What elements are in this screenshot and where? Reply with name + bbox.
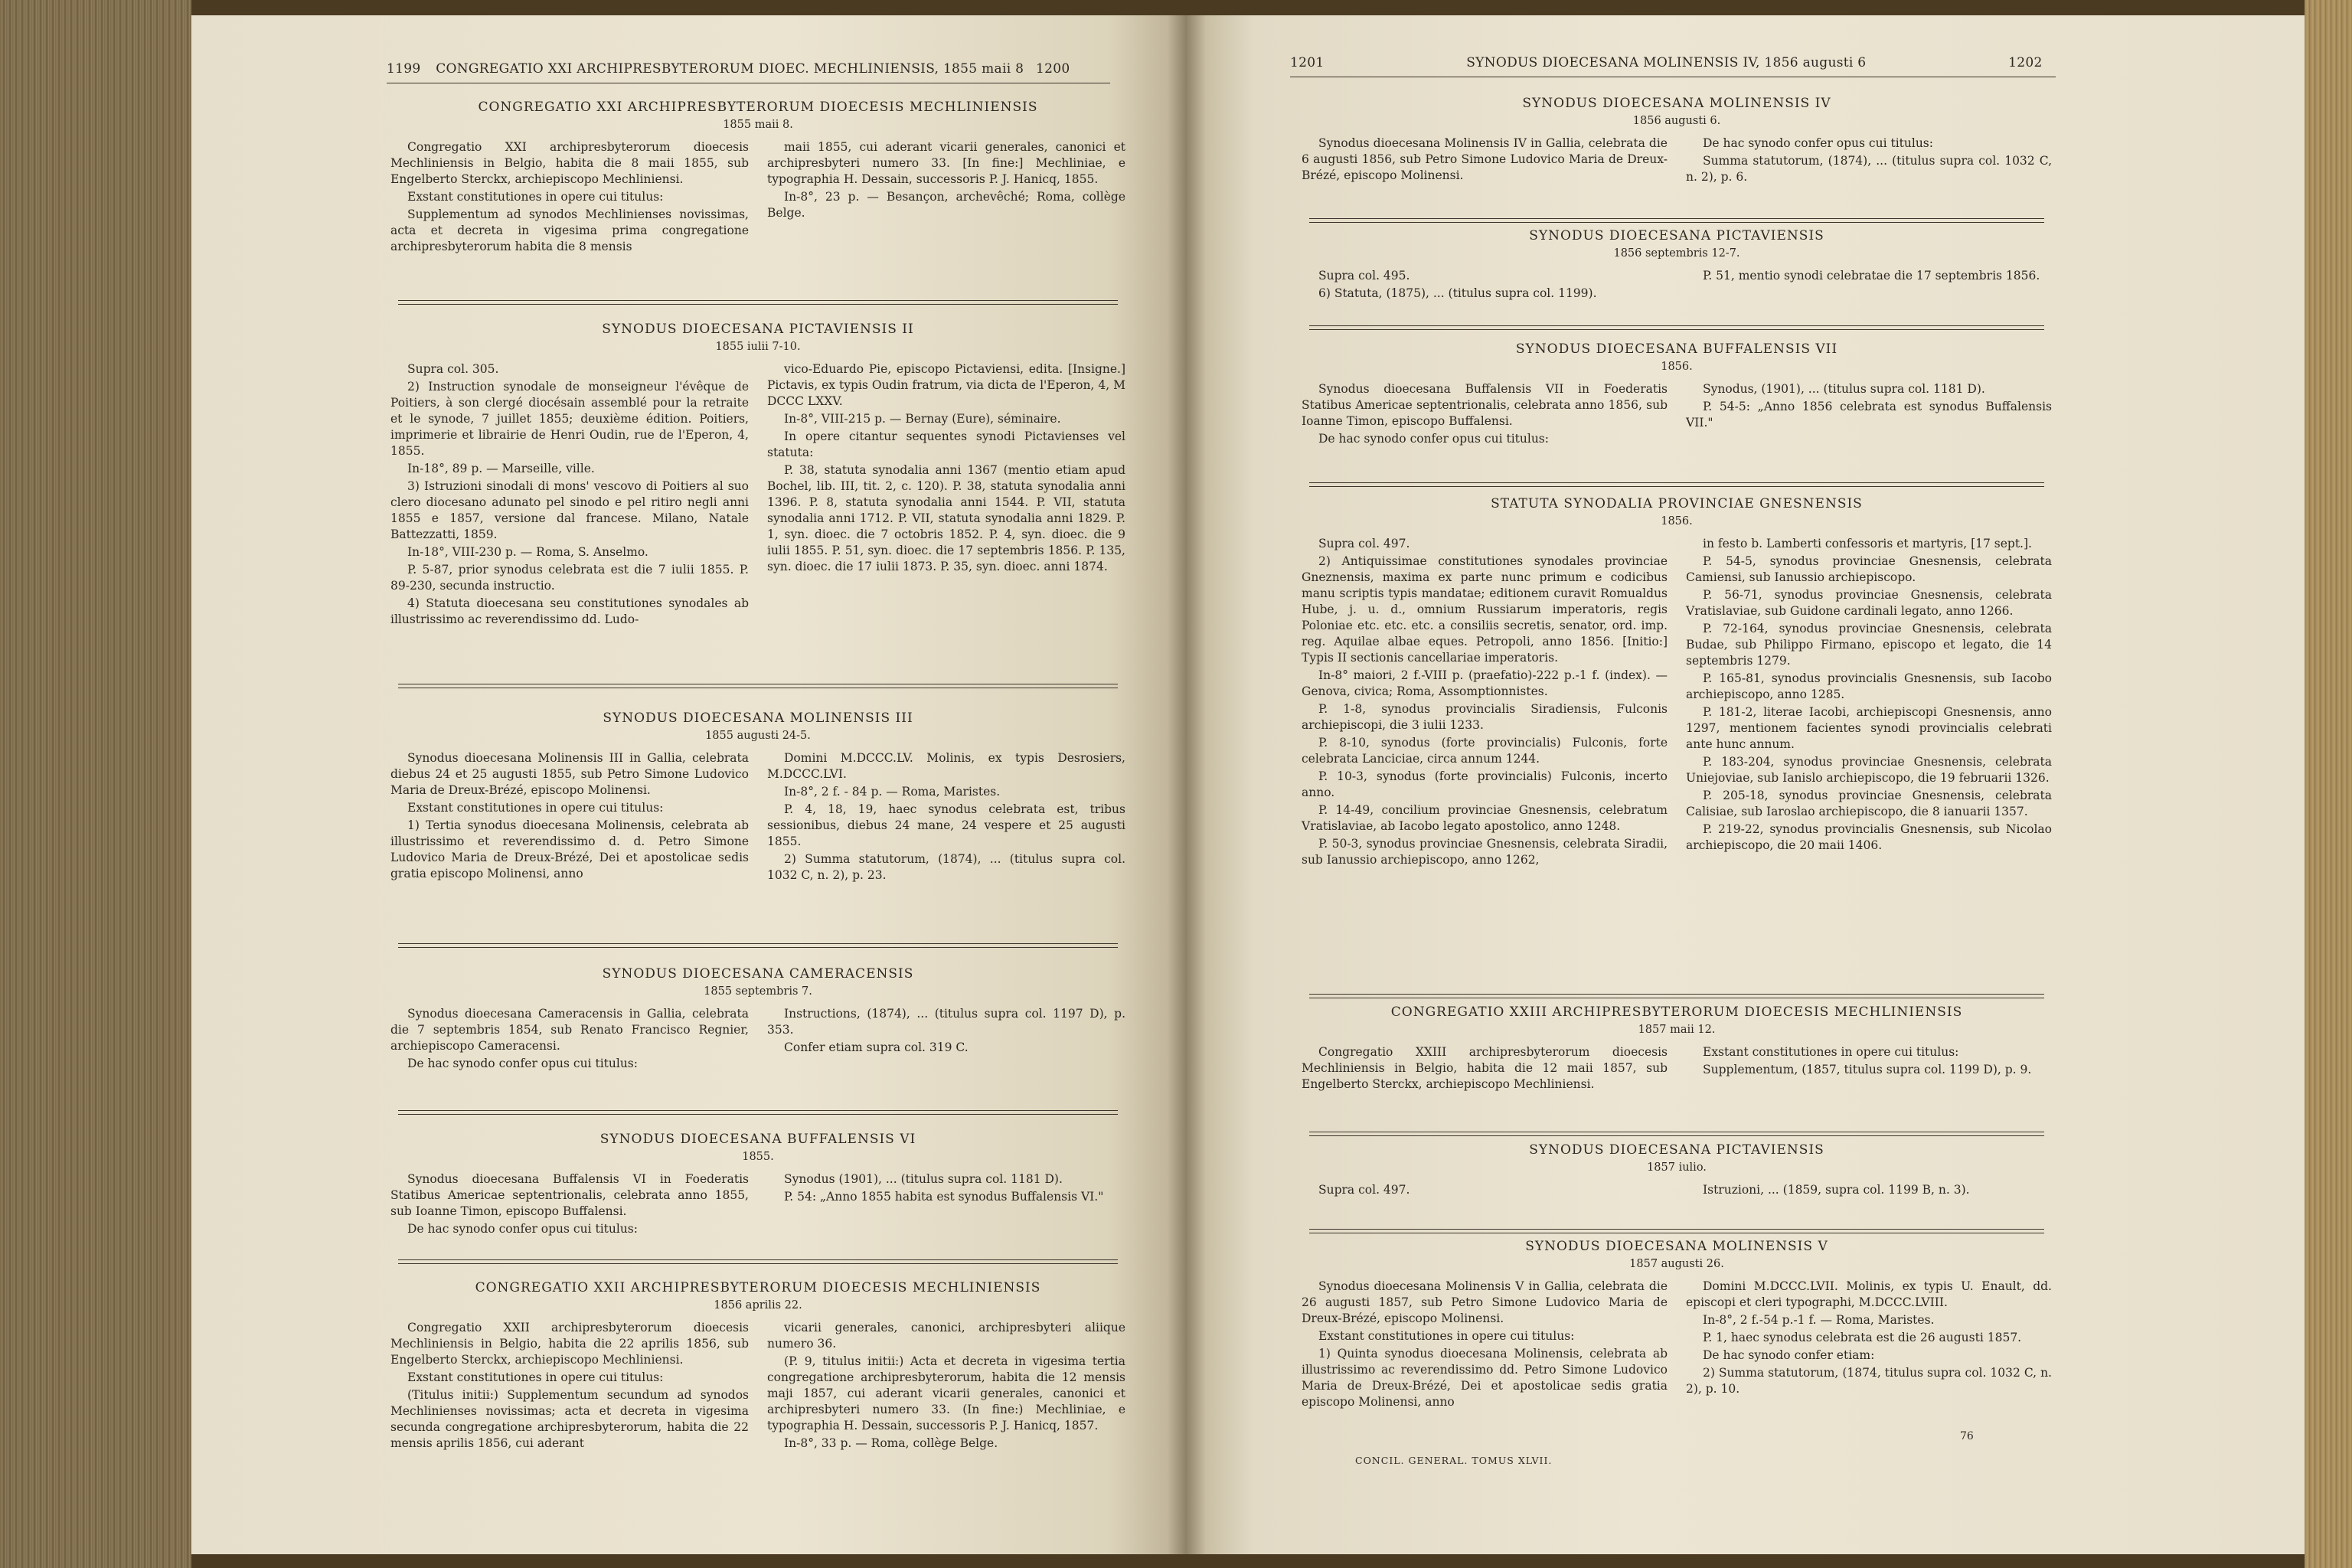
paragraph: Synodus dioecesana Molinensis III in Gallia, celebrata diebus 24 et 25 augusti 1855, sub Petro Simone Ludovico Maria de Dreux-Brézé, episcopo Molinensi. <box>390 751 749 797</box>
right-header-title: SYNODUS DIOECESANA MOLINENSIS IV, 1856 augusti 6 <box>1466 55 1867 70</box>
section-title: CONGREGATIO XXI ARCHIPRESBYTERORUM DIOECESIS MECHLINIENSIS <box>478 100 1038 115</box>
paragraph: In-18°, 89 p. — Marseille, ville. <box>407 462 595 475</box>
section-date: 1855 iulii 7-10. <box>715 341 801 353</box>
section-entry <box>1302 1004 2052 1094</box>
section-divider <box>398 1259 1118 1264</box>
paragraph: 1) Tertia synodus dioecesana Molinensis, celebrata ab illustrissimo et reverendissimo d. d. Petro Simone Ludovico Maria de Dreux-Brézé, Dei et apostolicae sedis gratia episcopo Molinensi, anno <box>390 818 749 880</box>
paragraph: P. 54: „Anno 1855 habita est synodus Buffalensis VI." <box>784 1190 1104 1204</box>
paragraph: P. 4, 18, 19, haec synodus celebrata est, tribus sessionibus, diebus 24 mane, 24 vespere et 25 augusti 1855. <box>767 802 1125 848</box>
section-divider <box>1309 482 2044 487</box>
left-running-header <box>387 61 1114 77</box>
paragraph: P. 56-71, synodus provinciae Gnesnensis, celebrata Vratislaviae, sub Guidone cardinali legato, anno 1266. <box>1686 588 2052 618</box>
paragraph: In-8° maiori, 2 f.-VIII p. (praefatio)-222 p.-1 f. (index). — Genova, civica; Roma, Assomptionnistes. <box>1302 668 1668 698</box>
paragraph: P. 51, mentio synodi celebratae die 17 septembris 1856. <box>1703 269 2040 283</box>
paragraph: Exstant constitutiones in opere cui titulus: <box>407 801 664 815</box>
section-divider <box>1309 1132 2044 1136</box>
paragraph: De hac synodo confer etiam: <box>1703 1348 1875 1362</box>
section-divider <box>1309 218 2044 223</box>
paragraph: De hac synodo confer opus cui titulus: <box>407 1057 638 1070</box>
section-title: SYNODUS DIOECESANA PICTAVIENSIS II <box>602 322 914 337</box>
section-date: 1856. <box>1661 515 1693 528</box>
paragraph: In-8°, VIII-215 p. — Bernay (Eure), séminaire. <box>784 412 1061 426</box>
section-column-a <box>1302 381 1668 449</box>
section-date: 1857 maii 12. <box>1638 1024 1716 1036</box>
paragraph: P. 1-8, synodus provincialis Siradiensis, Fulconis archiepiscopi, die 3 iulii 1233. <box>1302 702 1668 732</box>
paragraph: Istruzioni, ... (1859, supra col. 1199 B, n. 3). <box>1703 1183 1970 1197</box>
section-divider <box>1309 325 2044 330</box>
paragraph: 3) Istruzioni sinodali di mons' vescovo di Poitiers al suo clero diocesano adunato pel sinodo e pel ritiro negli anni 1855 e 1857, versione dal francese. Milano, Natale Battezzatti, 1859. <box>390 479 749 541</box>
paragraph: P. 38, statuta synodalia anni 1367 (mentio etiam apud Bochel, lib. III, tit. 2, c. 120). P. 38, statuta synodalia anni 1396. P. 8, statuta synodalia anni 1544. P. VII, statuta synodalia anni 1712. P. VII, statuta synodalia anni 1829. P. 1, syn. dioec. die 7 octobris 1852. P. 4, syn. dioec. die 9 iulii 1855. P. 51, syn. dioec. die 17 septembris 1856. P. 135, syn. dioec. die 17 iulii 1873. P. 35, syn. dioec. anni 1874. <box>767 463 1125 573</box>
paragraph: Summa statutorum, (1874), ... (titulus supra col. 1032 C, n. 2), p. 6. <box>1686 154 2052 184</box>
paragraph: Supplementum, (1857, titulus supra col. 1199 D), p. 9. <box>1703 1063 2032 1076</box>
paragraph: 4) Statuta dioecesana seu constitutiones synodales ab illustrissimo ac reverendissimo dd. Ludo- <box>390 596 749 626</box>
section-entry <box>1302 96 2052 187</box>
section-entry <box>390 1280 1125 1453</box>
paragraph: 6) Statuta, (1875), ... (titulus supra col. 1199). <box>1318 286 1597 300</box>
section-entry <box>1302 1142 2052 1200</box>
section-column-a <box>1302 1279 1668 1412</box>
paragraph: maii 1855, cui aderant vicarii generales, canonici et archipresbyteri numero 33. [In fine:] Mechliniae, e typographia H. Dessain, successoris P. J. Hanicq, 1855. <box>767 140 1125 186</box>
section-title: SYNODUS DIOECESANA BUFFALENSIS VII <box>1515 341 1838 357</box>
section-date: 1856. <box>1661 361 1693 373</box>
section-column-a <box>390 139 749 256</box>
section-title: CONGREGATIO XXIII ARCHIPRESBYTERORUM DIOECESIS MECHLINIENSIS <box>1390 1004 1963 1020</box>
left-header-title: CONGREGATIO XXI ARCHIPRESBYTERORUM DIOEC. MECHLINIENSIS, 1855 maii 8 <box>436 61 1024 77</box>
paragraph: 2) Instruction synodale de monseigneur l'évêque de Poitiers, à son clergé diocésain assemblé pour la retraite et le synode, 7 juillet 1855; deuxième édition. Poitiers, imprimerie et librairie de Henri Oudin, rue de l'Eperon, 4, 1855. <box>390 380 749 458</box>
section-date: 1855 septembris 7. <box>704 985 812 998</box>
paragraph: P. 54-5, synodus provinciae Gnesnensis, celebrata Camiensi, sub Ianussio archiepiscopo. <box>1686 554 2052 584</box>
section-column-b <box>767 1171 1125 1239</box>
section-column-a <box>390 1320 749 1453</box>
paragraph: (Titulus initii:) Supplementum secundum ad synodos Mechlinienses novissimas; acta et decreta in vigesima secunda congregatione archipresbyterorum, habita die 22 mensis aprilis 1856, cui aderant <box>390 1388 749 1450</box>
section-column-a <box>1302 268 1668 303</box>
paragraph: P. 183-204, synodus provinciae Gnesnensis, celebrata Uniejoviae, sub Ianislo archiepiscopo, die 19 februarii 1326. <box>1686 755 2052 785</box>
section-column-b <box>767 361 1125 629</box>
paragraph: Confer etiam supra col. 319 C. <box>784 1040 969 1054</box>
paragraph: Supra col. 497. <box>1318 1183 1410 1197</box>
paragraph: Exstant constitutiones in opere cui titulus: <box>1703 1045 1959 1059</box>
section-column-b <box>1686 268 2052 303</box>
section-column-b <box>1686 1279 2052 1412</box>
section-title: SYNODUS DIOECESANA PICTAVIENSIS <box>1529 228 1824 243</box>
paragraph: P. 205-18, synodus provinciae Gnesnensis, celebrata Calisiae, sub Iaroslao archiepiscopo, die 8 ianuarii 1357. <box>1686 789 2052 818</box>
section-column-b <box>1686 136 2052 187</box>
paragraph: Domini M.DCCC.LV. Molinis, ex typis Desrosiers, M.DCCC.LVI. <box>767 751 1125 781</box>
paragraph: Synodus dioecesana Buffalensis VI in Foederatis Statibus Americae septentrionalis, celebrata anno 1855, sub Ioanne Timon, episcopo Buffalensi. <box>390 1172 749 1218</box>
section-entry <box>1302 341 2052 449</box>
section-divider <box>398 1110 1118 1115</box>
section-date: 1856 aprilis 22. <box>714 1299 802 1312</box>
section-column-b <box>767 1006 1125 1073</box>
paragraph: P. 219-22, synodus provincialis Gnesnensis, sub Nicolao archiepiscopo, die 20 maii 1406. <box>1686 822 2052 852</box>
paragraph: P. 14-49, concilium provinciae Gnesnensis, celebratum Vratislaviae, ab Iacobo legato apostolico, anno 1248. <box>1302 803 1668 833</box>
section-column-b <box>1686 381 2052 449</box>
section-title: SYNODUS DIOECESANA MOLINENSIS III <box>603 710 913 726</box>
paragraph: Synodus dioecesana Buffalensis VII in Foederatis Statibus Americae septentrionalis, celebrata anno 1856, sub Ioanne Timon, episcopo Buffalensi. <box>1302 382 1668 428</box>
section-column-a <box>390 750 749 885</box>
paragraph: Supra col. 495. <box>1318 269 1410 283</box>
paragraph: Domini M.DCCC.LVII. Molinis, ex typis U. Enault, dd. episcopi et cleri typographi, M.DCCC.LVIII. <box>1686 1279 2052 1309</box>
section-column-b <box>767 1320 1125 1453</box>
section-column-b <box>767 139 1125 256</box>
paragraph: De hac synodo confer opus cui titulus: <box>1703 136 1933 150</box>
paragraph: De hac synodo confer opus cui titulus: <box>1318 432 1549 446</box>
paragraph: 1) Quinta synodus dioecesana Molinensis, celebrata ab illustrissimo ac reverendissimo dd. Petro Simone Ludovico Maria de Dreux-Brézé, Dei et apostolicae sedis gratia episcopo Molinensi, anno <box>1302 1347 1668 1409</box>
paragraph: Supra col. 497. <box>1318 537 1410 550</box>
paragraph: 2) Summa statutorum, (1874), ... (titulus supra col. 1032 C, n. 2), p. 23. <box>767 852 1125 882</box>
section-date: 1855 maii 8. <box>723 119 793 131</box>
paragraph: In-8°, 2 f. - 84 p. — Roma, Maristes. <box>784 785 1001 799</box>
paragraph: P. 10-3, synodus (forte provincialis) Fulconis, incerto anno. <box>1302 769 1668 799</box>
paragraph: P. 54-5: „Anno 1856 celebrata est synodus Buffalensis VII." <box>1686 400 2052 430</box>
paragraph: Exstant constitutiones in opere cui titulus: <box>407 190 664 204</box>
section-date: 1855 augusti 24-5. <box>705 730 811 742</box>
section-entry <box>1302 1239 2052 1412</box>
paragraph: Congregatio XXII archipresbyterorum dioecesis Mechliniensis in Belgio, habita die 22 aprilis 1856, sub Engelberto Sterckx, archiepiscopo Mechliniensi. <box>390 1321 749 1367</box>
paragraph: Synodus, (1901), ... (titulus supra col. 1181 D). <box>1703 382 1985 396</box>
section-divider <box>1309 994 2044 998</box>
signature-mark: CONCIL. GENERAL. TOMUS XLVII. <box>1355 1455 1553 1466</box>
section-title: SYNODUS DIOECESANA MOLINENSIS V <box>1525 1239 1828 1254</box>
section-column-a <box>1302 536 1668 870</box>
section-title: SYNODUS DIOECESANA MOLINENSIS IV <box>1522 96 1831 111</box>
section-entry <box>390 322 1125 629</box>
section-date: 1856 septembris 12-7. <box>1613 247 1740 260</box>
section-title: SYNODUS DIOECESANA CAMERACENSIS <box>602 966 914 982</box>
sheet-number: 76 <box>1960 1430 1974 1442</box>
paragraph: P. 50-3, synodus provinciae Gnesnensis, celebrata Siradii, sub Ianussio archiepiscopo, anno 1262, <box>1302 837 1668 867</box>
paragraph: Congregatio XXI archipresbyterorum dioecesis Mechliniensis in Belgio, habita die 8 maii 1855, sub Engelberto Sterckx, archiepiscopo Mechliniensi. <box>390 140 749 186</box>
paragraph: P. 181-2, literae Iacobi, archiepiscopi Gnesnensis, anno 1297, mentionem facientes synodi provincialis celebrati ante hunc annum. <box>1686 705 2052 751</box>
section-title: SYNODUS DIOECESANA BUFFALENSIS VI <box>599 1132 916 1147</box>
paragraph: in festo b. Lamberti confessoris et martyris, [17 sept.]. <box>1703 537 2032 550</box>
right-column-number-a: 1201 <box>1290 55 1325 70</box>
book-gutter <box>1168 15 1206 1554</box>
paragraph: (P. 9, titulus initii:) Acta et decreta in vigesima tertia congregatione archipresbyterorum, habita die 12 mensis maji 1857, cui aderant vicarii generales, canonici et archipresbyteri numero 33. (In fine:) Mechliniae, e typographia H. Dessain, successoris P. J. Hanicq, 1857. <box>767 1354 1125 1432</box>
right-running-header <box>1290 55 2056 70</box>
paragraph: P. 72-164, synodus provinciae Gnesnensis, celebrata Budae, sub Philippo Firmano, episcopo et legato, die 14 septembris 1279. <box>1686 622 2052 668</box>
paragraph: vico-Eduardo Pie, episcopo Pictaviensi, edita. [Insigne.] Pictavis, ex typis Oudin fratrum, via dicta de l'Eperon, 4, M DCCC LXXV. <box>767 362 1125 408</box>
paragraph: Instructions, (1874), ... (titulus supra col. 1197 D), p. 353. <box>767 1007 1125 1037</box>
paragraph: P. 5-87, prior synodus celebrata est die 7 iulii 1855. P. 89-230, secunda instructio. <box>390 563 749 593</box>
paragraph: P. 165-81, synodus provincialis Gnesnensis, sub Iacobo archiepiscopo, anno 1285. <box>1686 671 2052 701</box>
section-entry <box>1302 496 2052 870</box>
paragraph: Synodus dioecesana Molinensis IV in Gallia, celebrata die 6 augusti 1856, sub Petro Simone Ludovico Maria de Dreux-Brézé, episcopo Molinensi. <box>1302 136 1668 182</box>
section-date: 1855. <box>742 1151 774 1163</box>
section-entry <box>1302 228 2052 303</box>
paragraph: 2) Summa statutorum, (1874, titulus supra col. 1032 C, n. 2), p. 10. <box>1686 1366 2052 1396</box>
section-column-a <box>390 1006 749 1073</box>
paragraph: P. 8-10, synodus (forte provincialis) Fulconis, forte celebrata Lanciciae, circa annum 1244. <box>1302 736 1668 766</box>
left-column-number-b: 1200 <box>1035 61 1070 77</box>
section-column-a <box>390 361 749 629</box>
paragraph: Supplementum ad synodos Mechlinienses novissimas, acta et decreta in vigesima prima congregatione archipresbyterorum habita die 8 mensis <box>390 207 749 253</box>
paragraph: In-8°, 23 p. — Besançon, archevêché; Roma, collège Belge. <box>767 190 1125 220</box>
section-column-b <box>1686 536 2052 870</box>
section-title: CONGREGATIO XXII ARCHIPRESBYTERORUM DIOECESIS MECHLINIENSIS <box>475 1280 1041 1295</box>
section-divider <box>398 684 1118 688</box>
paragraph: De hac synodo confer opus cui titulus: <box>407 1222 638 1236</box>
section-title: SYNODUS DIOECESANA PICTAVIENSIS <box>1529 1142 1824 1158</box>
paragraph: In-8°, 33 p. — Roma, collège Belge. <box>784 1436 998 1450</box>
paragraph: Synodus dioecesana Molinensis V in Gallia, celebrata die 26 augusti 1857, sub Petro Simone Ludovico Maria de Dreux-Brézé, episcopo Molinensi. <box>1302 1279 1668 1325</box>
paragraph: Synodus dioecesana Cameracensis in Gallia, celebrata die 7 septembris 1854, sub Renato Francisco Regnier, archiepiscopo Cameracensi. <box>390 1007 749 1053</box>
section-column-b <box>1686 1044 2052 1094</box>
paragraph: In-8°, 2 f.-54 p.-1 f. — Roma, Maristes. <box>1703 1313 1935 1327</box>
section-date: 1857 augusti 26. <box>1629 1258 1724 1270</box>
left-column-number-a: 1199 <box>387 61 421 77</box>
section-divider <box>1309 1229 2044 1233</box>
section-entry <box>390 100 1125 256</box>
section-entry <box>390 710 1125 885</box>
section-column-b <box>1686 1182 2052 1200</box>
section-entry <box>390 966 1125 1073</box>
paragraph: Congregatio XXIII archipresbyterorum dioecesis Mechliniensis in Belgio, habita die 12 maii 1857, sub Engelberto Sterckx, archiepiscopo Mechliniensi. <box>1302 1045 1668 1091</box>
paragraph: Exstant constitutiones in opere cui titulus: <box>407 1370 664 1384</box>
section-column-a <box>1302 1182 1668 1200</box>
section-divider <box>398 943 1118 948</box>
book-edge-right <box>2305 0 2352 1568</box>
paragraph: Synodus (1901), ... (titulus supra col. 1181 D). <box>784 1172 1063 1186</box>
paragraph: In opere citantur sequentes synodi Pictavienses vel statuta: <box>767 430 1125 459</box>
right-column-number-b: 1202 <box>2008 55 2043 70</box>
paragraph: In-18°, VIII-230 p. — Roma, S. Anselmo. <box>407 545 648 559</box>
section-column-b <box>767 750 1125 885</box>
paragraph: P. 1, haec synodus celebrata est die 26 augusti 1857. <box>1703 1331 2022 1344</box>
book-edge-left <box>0 0 191 1568</box>
section-date: 1857 iulio. <box>1647 1161 1707 1174</box>
section-column-a <box>1302 136 1668 187</box>
paragraph: 2) Antiquissimae constitutiones synodales provinciae Gneznensis, maxima ex parte nunc primum e codicibus manu scriptis typis mandatae; editionem curavit Romualdus Hube, j. u. d., omnium Russiarum imperatoris, regis Poloniae etc. etc. etc. a consiliis secretis, senator, ord. imp. reg. Aquilae albae eques. Petropoli, anno 1856. [Initio:] Typis II sectionis cancellariae imperatoris. <box>1302 554 1668 665</box>
section-divider <box>398 300 1118 305</box>
section-entry <box>390 1132 1125 1239</box>
section-title: STATUTA SYNODALIA PROVINCIAE GNESNENSIS <box>1491 496 1863 511</box>
section-date: 1856 augusti 6. <box>1632 115 1721 127</box>
section-column-a <box>390 1171 749 1239</box>
paragraph: Exstant constitutiones in opere cui titulus: <box>1318 1329 1575 1343</box>
section-column-a <box>1302 1044 1668 1094</box>
paragraph: Supra col. 305. <box>407 362 499 376</box>
paragraph: vicarii generales, canonici, archipresbyteri aliique numero 36. <box>767 1321 1125 1351</box>
